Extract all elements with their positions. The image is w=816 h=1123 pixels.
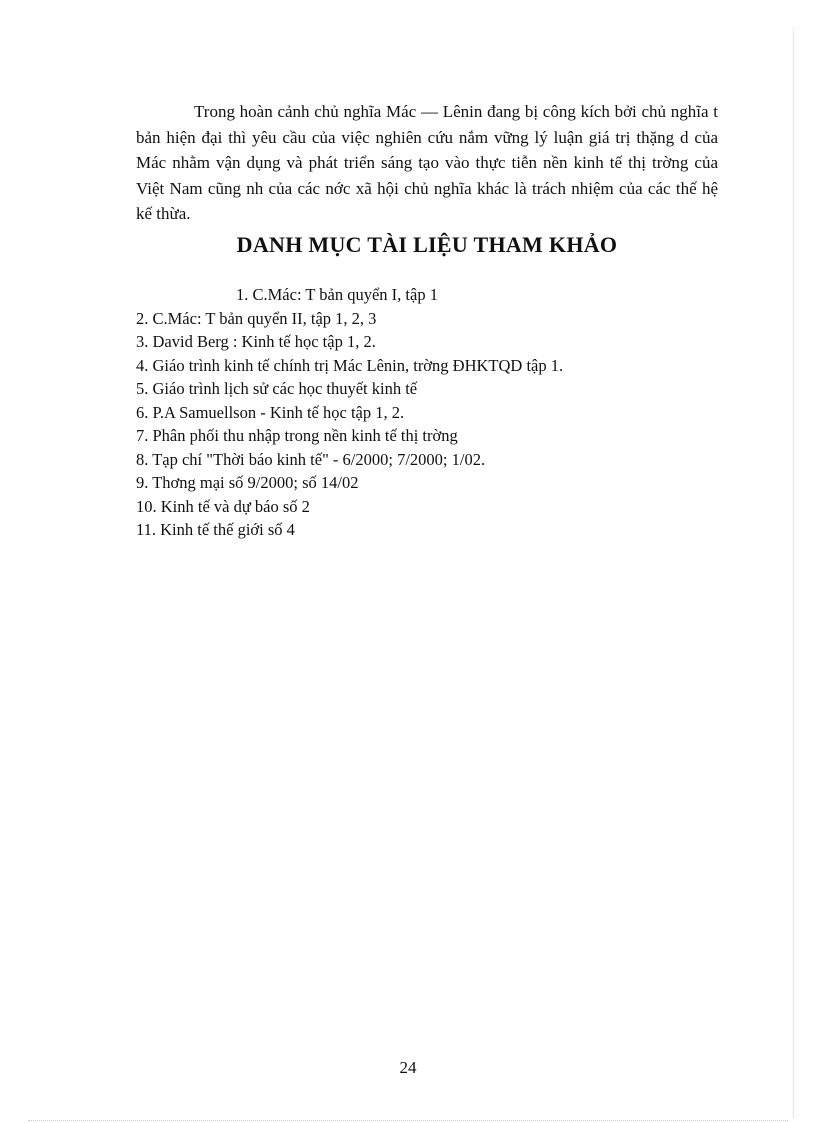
reference-item: 5. Giáo trình lịch sử các học thuyết kinh tế xyxy=(136,379,418,398)
page-border-bottom xyxy=(28,1120,788,1121)
reference-item: 10. Kinh tế và dự báo số 2 xyxy=(136,496,310,516)
reference-item: 7. Phân phối thu nhập trong nền kinh tế thị trờng xyxy=(136,426,458,445)
closing-paragraph: Trong hoàn cảnh chủ nghĩa Mác — Lênin đang bị công kích bởi chủ nghĩa t bản hiện đại thì yêu cầu của việc nghiên cứu nắm vững lý luận giá trị thặng d của Mác nhằm vận dụng và phát triển sáng tạo vào thực tiễn nền kinh tế thị trờng của Việt Nam cũng nh của các nớc xã hội chủ nghĩa khác là trách nhiệm của các thế hệ kế thừa. xyxy=(136,102,718,223)
reference-item: 1. C.Mác: T bản quyển I, tập 1 xyxy=(236,285,438,304)
reference-item: 11. Kinh tế thế giới số 4 xyxy=(136,520,295,539)
reference-item: 3. David Berg : Kinh tế học tập 1, 2. xyxy=(136,332,376,351)
page-border-right xyxy=(793,28,794,1117)
reference-item: 2. C.Mác: T bản quyển II, tập 1, 2, 3 xyxy=(136,308,377,328)
reference-list xyxy=(136,283,718,542)
page-number: 24 xyxy=(399,1058,417,1077)
reference-item: 4. Giáo trình kinh tế chính trị Mác Lênin, trờng ĐHKTQD tập 1. xyxy=(136,355,564,375)
reference-item: 6. P.A Samuellson - Kinh tế học tập 1, 2. xyxy=(136,402,405,422)
reference-item: 9. Thơng mại số 9/2000; số 14/02 xyxy=(136,473,359,492)
references-heading: DANH MỤC TÀI LIỆU THAM KHẢO xyxy=(236,232,618,257)
reference-item: 8. Tạp chí "Thời báo kinh tế" - 6/2000; 7/2000; 1/02. xyxy=(136,449,486,469)
